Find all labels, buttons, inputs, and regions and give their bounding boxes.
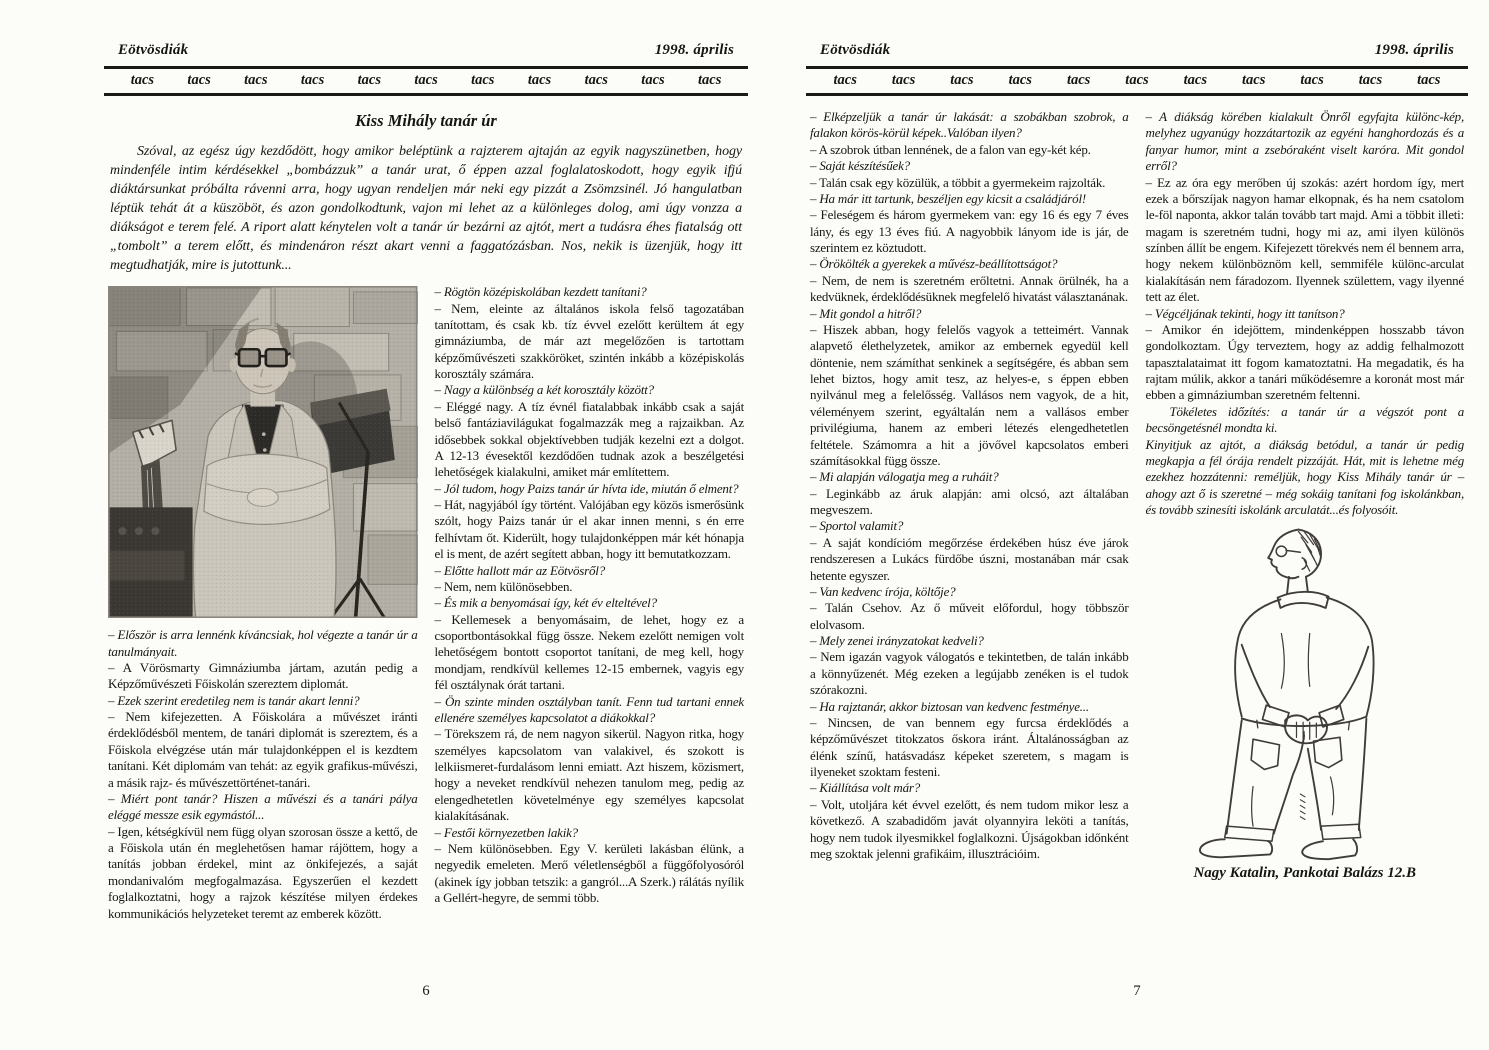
interview-question: – Saját készítésűek? <box>810 158 910 174</box>
article-title: Kiss Mihály tanár úr <box>355 111 497 130</box>
interview-question: – Sportol valamit? <box>810 518 904 534</box>
interview-question: – Először is arra lennénk kíváncsiak, hol végezte a tanár úr a tanulmányait. <box>108 627 418 659</box>
qa-block-left-col1 <box>108 627 418 922</box>
qa-block-right-col2 <box>1146 109 1465 518</box>
tacs-item: tacs <box>1066 72 1091 88</box>
issue-date: 1998. április <box>654 42 734 58</box>
interview-question: – Kiállítása volt már? <box>810 780 921 796</box>
left-page <box>104 0 748 1050</box>
narration: Tökéletes időzítés: a tanár úr a végszót pont a becsöngetésnél mondta ki. <box>1145 403 1464 436</box>
tacs-item: tacs <box>1242 72 1266 88</box>
tacs-item: tacs <box>244 72 268 88</box>
teacher-photo-image <box>108 286 418 618</box>
interview-question: – Ha rajztanár, akkor biztosan van kedvenc festménye... <box>810 698 1089 714</box>
interview-question: – Miért pont tanár? Hiszen a művészi és a tanári pálya eléggé messze esik egymástól... <box>108 790 418 823</box>
right-page-column-1 <box>810 109 1129 882</box>
tacs-item: tacs <box>1183 72 1208 88</box>
interview-question: – Mi alapján válogatja meg a ruháit? <box>810 469 999 485</box>
interview-answer: – A Vörösmarty Gimnáziumba jártam, azután pedig a Képzőművészeti Főiskolán szereztem diplomát. <box>108 659 418 692</box>
tacs-item: tacs <box>950 72 974 88</box>
interview-question: – Elképzeljük a tanár úr lakását: a szobákban szobrok, a falakon körös-körül képek..Valóban ilyen? <box>810 109 1129 141</box>
teacher-back-drawing <box>1146 522 1465 862</box>
interview-answer: – A saját kondícióm megőrzése érdekében húsz éve járok rendszeresen a Lukács fürdőbe úszni, mostanában már csak hetente egyszer. <box>810 534 1129 583</box>
tacs-item: tacs <box>698 72 722 88</box>
interview-question: – Örökölték a gyerekek a művész-beállítottságot? <box>810 256 1058 272</box>
interview-answer: – Hát, nagyjából így történt. Valójában egy közös ismerősünk szólt, hogy Paizs tanár úr el akar innen menni, s én erre felhívtam őt. Kiderült, hogy tulajdonképpen már két hónapja el is ment, de azért segített abban, hogy itt bemutatkozzam. <box>434 497 744 562</box>
interview-question: – Rögtön középiskolában kezdett tanítani? <box>434 284 647 300</box>
interview-answer: – Nem igazán vagyok válogatós e tekintetben, de talán inkább a könnyűzenét. Még ezeken a legújabb zenéken is el tudok szórakozni. <box>810 649 1129 698</box>
qa-block-right-col1 <box>810 109 1129 862</box>
tacs-item: tacs <box>187 72 211 88</box>
interview-answer: – Nem kifejezetten. A Főiskolára a művészet iránti érdeklődésből mentem, de tanári diplomát is szereztem, és a Főiskola elvégzése után már tulajdonképpen el is kezdtem tanítani. Két diplomám van tehát: az egyik grafikus-művészi, a másik rajz- és művészettörténet-tanári. <box>108 709 418 790</box>
photo-grain-overlay <box>108 286 418 618</box>
narration: Kinyitjuk az ajtót, a diákság betódul, a tanár úr pedig megkapja a fél órája rendelt pizzáját. Hát, mit is lehetne még ezekhez hozzátenni: reméljük, hogy Kiss Mihály tanár úr – ahogy azt ő is szeretné – még sokáig tanítani fog iskolánkban, és tovább szinesíti iskolánk arculatát...és folyosóit. <box>1145 436 1464 517</box>
tacs-item: tacs <box>584 72 608 88</box>
interview-question: – Ha már itt tartunk, beszéljen egy kicsit a családjáról! <box>810 190 1087 206</box>
page-number-right: 7 <box>1133 983 1141 999</box>
interview-answer: – Hiszek abban, hogy felelős vagyok a tetteimért. Vannak alapvető élethelyzetek, amikor az embernek egyedül kell döntenie, nem számíthat senkinek a segítségére, és abban sem lehet biztos, hogy amit tesz, az helyes-e, s éppen ebben nyilvánul meg a felelősség. Vallásos nem vagyok, de a hit, véleményem szerint, egyáltalán nem a vallásos ember privilégiuma, hanem az emberi létezés elengedhetetlen feltétele. Számomra a hit a jövővel kapcsolatos emberi számításokkal függ össze. <box>810 321 1129 468</box>
publication-name: Eötvösdiák <box>820 42 891 58</box>
interview-question: – Van kedvenc írója, költője? <box>810 583 956 599</box>
interview-question: – Előtte hallott már az Eötvösről? <box>434 562 606 578</box>
interview-question: – Festői környezetben lakik? <box>434 824 578 840</box>
interview-question: – Jól tudom, hogy Paizs tanár úr hívta ide, miután ő elment? <box>434 480 739 496</box>
interview-question: – Mit gondol a hitről? <box>810 305 922 321</box>
left-page-columns <box>104 284 748 922</box>
interview-answer: – Törekszem rá, de nem nagyon sikerül. Nagyon ritka, hogy személyes kapcsolatom van valakivel, és szokott is lelkiismeret-furdalásom lenni emiatt. Azt hiszem, közismert, hogy a neveket rendkívül nehezen tanulom meg, pedig az elengedhetetlen követelménye egy személyes kapcsolat kialakításának. <box>434 726 744 824</box>
tacs-item: tacs <box>414 72 438 88</box>
tacs-item: tacs <box>1008 72 1032 88</box>
tacs-item: tacs <box>1417 72 1441 88</box>
tacs-band <box>104 66 748 96</box>
interview-answer: – Nem különösebben. Egy V. kerületi lakásban élünk, a negyedik emeleten. Merő véletlenségből a függőfolyosóról (akinek így jobban tetszik: a gangról...A Szerk.) rálátás nyílik a Gellért-hegyre, de semmi több. <box>434 840 744 906</box>
tacs-item: tacs <box>1300 72 1324 88</box>
interview-question: – Nagy a különbség a két korosztály között? <box>434 382 654 398</box>
right-page-columns <box>806 109 1468 882</box>
tacs-item: tacs <box>1125 72 1149 88</box>
tacs-item: tacs <box>471 72 495 88</box>
right-page <box>806 0 1468 1050</box>
tacs-item: tacs <box>891 72 916 88</box>
interview-answer: – Nem, nem különösebben. <box>434 578 573 594</box>
left-page-column-1 <box>108 284 418 922</box>
right-page-header <box>806 0 1468 66</box>
qa-block-left-col2 <box>435 284 745 906</box>
interview-question: – Ön szinte minden osztályban tanít. Fenn tud tartani ennek ellenére személyes kapcsolatot a diákokkal? <box>434 693 744 725</box>
interview-answer: – Igen, kétségkívül nem függ olyan szorosan össze a kettő, de a Főiskola után én meglehetősen hamar rájöttem, hogy a tanítás jobban érdekel, mint az önkifejezés, a saját mondanivalóm megfogalmazása. Egyszerűen el kezdett foglalkoztatni, hogy a rajzok készítése milyen érdekes kommunikációs helyzeteket teremt az emberek között. <box>108 823 418 921</box>
interview-answer: – Ez az óra egy merőben új szokás: azért hordom így, mert ezek a bőrszíjak nagyon hamar elkopnak, és ha nem csatolom le-föl naponta, akkor talán tovább tart majd. Ami a többit illeti: magam is szeretném tudni, hogy mi az, ami ilyen különös színben állít be engem. Kifejezett törekvés nem él bennem arra, hogy nekem különböznöm kell, semmiféle különc-arculat kialakításán nem fáradozom. Ilyennek születtem, vagy ilyenné tett az élet. <box>1145 174 1464 305</box>
interview-answer: – Feleségem és három gyermekem van: egy 16 és egy 7 éves lány, és egy 13 éves fiú. A nagyobbik lányom ide is jár, de szerintem ez köztudott. <box>810 207 1129 255</box>
interview-answer: – Talán csak egy közülük, a többit a gyermekeim rajzolták. <box>810 174 1106 190</box>
tacs-item: tacs <box>527 72 552 88</box>
interview-answer: – Kellemesek a benyomásaim, de lehet, hogy ez a csoportbontásokkal függ össze. Nekem ezelőtt nemigen volt lehetőségem bontott csoportot tanítani, de meg kell, hogy mondjam, rendkívül kellemes 12-15 embernek, vagyis egy fél osztálynak órát tartani. <box>434 611 744 693</box>
right-page-column-2 <box>1146 109 1465 882</box>
tacs-item: tacs <box>357 72 381 88</box>
author-credit: Nagy Katalin, Pankotai Balázs 12.B <box>1193 865 1417 882</box>
interview-answer: – Eléggé nagy. A tíz évnél fiatalabbak inkább csak a saját belső fantáziavilágukat fogalmazzák meg a rajzaikban. Az idősebbek sokkal objektívebben tudják kezelni ezt a dolgot. A 12-13 évesektől kezdődően tudnak azok a beszélgetési lehetőségek kialakulni, amiket már említettem. <box>434 398 744 480</box>
tacs-item: tacs <box>641 72 665 88</box>
interview-answer: – Amikor én idejöttem, mindenképpen hosszabb távon gondolkoztam. Úgy terveztem, hogy az addig felhalmozott tapasztalataimat itt fogom kamatoztatni. Ha megadatik, és ha rajtam múlik, akkor a tanári működésemre a koronát most már ebben a gimnáziumban szeretném feltenni. <box>1145 321 1464 403</box>
tacs-item: tacs <box>833 72 857 88</box>
interview-answer: – A szobrok útban lennének, de a falon van egy-két kép. <box>810 141 1091 157</box>
issue-date: 1998. április <box>1374 42 1454 58</box>
interview-question: – Végcéljának tekinti, hogy itt tanítson? <box>1145 305 1345 321</box>
interview-answer: – Talán Csehov. Az ő műveit előfordul, hogy többször elolvasom. <box>810 600 1129 632</box>
tacs-band <box>806 66 1468 96</box>
page-number-left: 6 <box>422 983 430 999</box>
interview-answer: – Nincsen, de van bennem egy furcsa érdeklődés a képzőművészet titokzatos őskora iránt. Általánosságban az élénk színű, hatásvadász képeket szeretem, s magam is ilyeneket szoktam festeni. <box>810 714 1129 779</box>
teacher-back-drawing-image <box>1184 522 1426 862</box>
tacs-item: tacs <box>130 72 155 88</box>
interview-answer: – Volt, utoljára két évvel ezelőtt, és nem tudom mikor lesz a következő. A szabadidőm javát olyannyira leköti a tanítás, hogy nem tudok ilyesmikkel foglalkozni. Újságokban időnként meg szoktak jelenni grafikáim, illusztrációim. <box>810 796 1129 861</box>
article-intro: Szóval, az egész úgy kezdődött, hogy amikor beléptünk a rajzterem ajtaján az egyik nagyszünetben, hogy mindenféle intim kérdésekkel „bombázzuk” a tanár urat, ő éppen azzal foglalatoskodott, hogy egyik ifjú diáktársunkat próbálta rávenni arra, hogy ugyan rendeljen már neki egy pizzát a Zsömzsinél. Jó hangulatban léptük tehát át a küszöböt, és azon gondolkodtunk, vajon mi lehet az a különleges dolog, ami úgy vonzza a diákságot e terem felé. A riport alatt kénytelen volt a tanár úr bezárni az ajtót, mert a tudásra éhes fiatalság ott „tombolt” a terem előtt, és mindenáron részt akart venni a faggatózásban. Nos, nekik is üzenjük, hogy itt megtudhatják, mire is jutottunk... <box>110 144 742 274</box>
interview-answer: – Nem, de nem is szeretném erőltetni. Annak örülnék, ha a kedvüknek, érdeklődésüknek megfelelő hivatást választanának. <box>810 272 1129 305</box>
teacher-photo <box>108 286 418 618</box>
left-page-column-2 <box>435 284 745 922</box>
interview-answer: – Nem, eleinte az általános iskola felső tagozatában tanítottam, és csak kb. tíz évvel ezelőtt kerültem át egy gimnáziumba, de már azt megelőzően is tartottam képzőművészeti szakköröket, szintén inkább a középiskolás korosztály számára. <box>434 300 744 382</box>
interview-question: – Mely zenei irányzatokat kedveli? <box>810 633 984 648</box>
tacs-item: tacs <box>300 72 325 88</box>
publication-name: Eötvösdiák <box>118 42 189 58</box>
tacs-item: tacs <box>1358 72 1383 88</box>
interview-answer: – Leginkább az áruk alapján: ami olcsó, azt általában megveszem. <box>810 485 1129 517</box>
interview-question: – Ezek szerint eredetileg nem is tanár akart lenni? <box>108 692 360 708</box>
left-page-header <box>104 0 748 66</box>
interview-question: – És mik a benyomásai így, két év elteltével? <box>434 595 657 611</box>
interview-question: – A diákság körében kialakult Önről egyfajta különc-kép, melyhez ugyanúgy hozzátartozik az egyéni hanghordozás és a fanyar humor, mint a zsebóraként viselt karóra. Mit gondol erről? <box>1145 109 1464 174</box>
